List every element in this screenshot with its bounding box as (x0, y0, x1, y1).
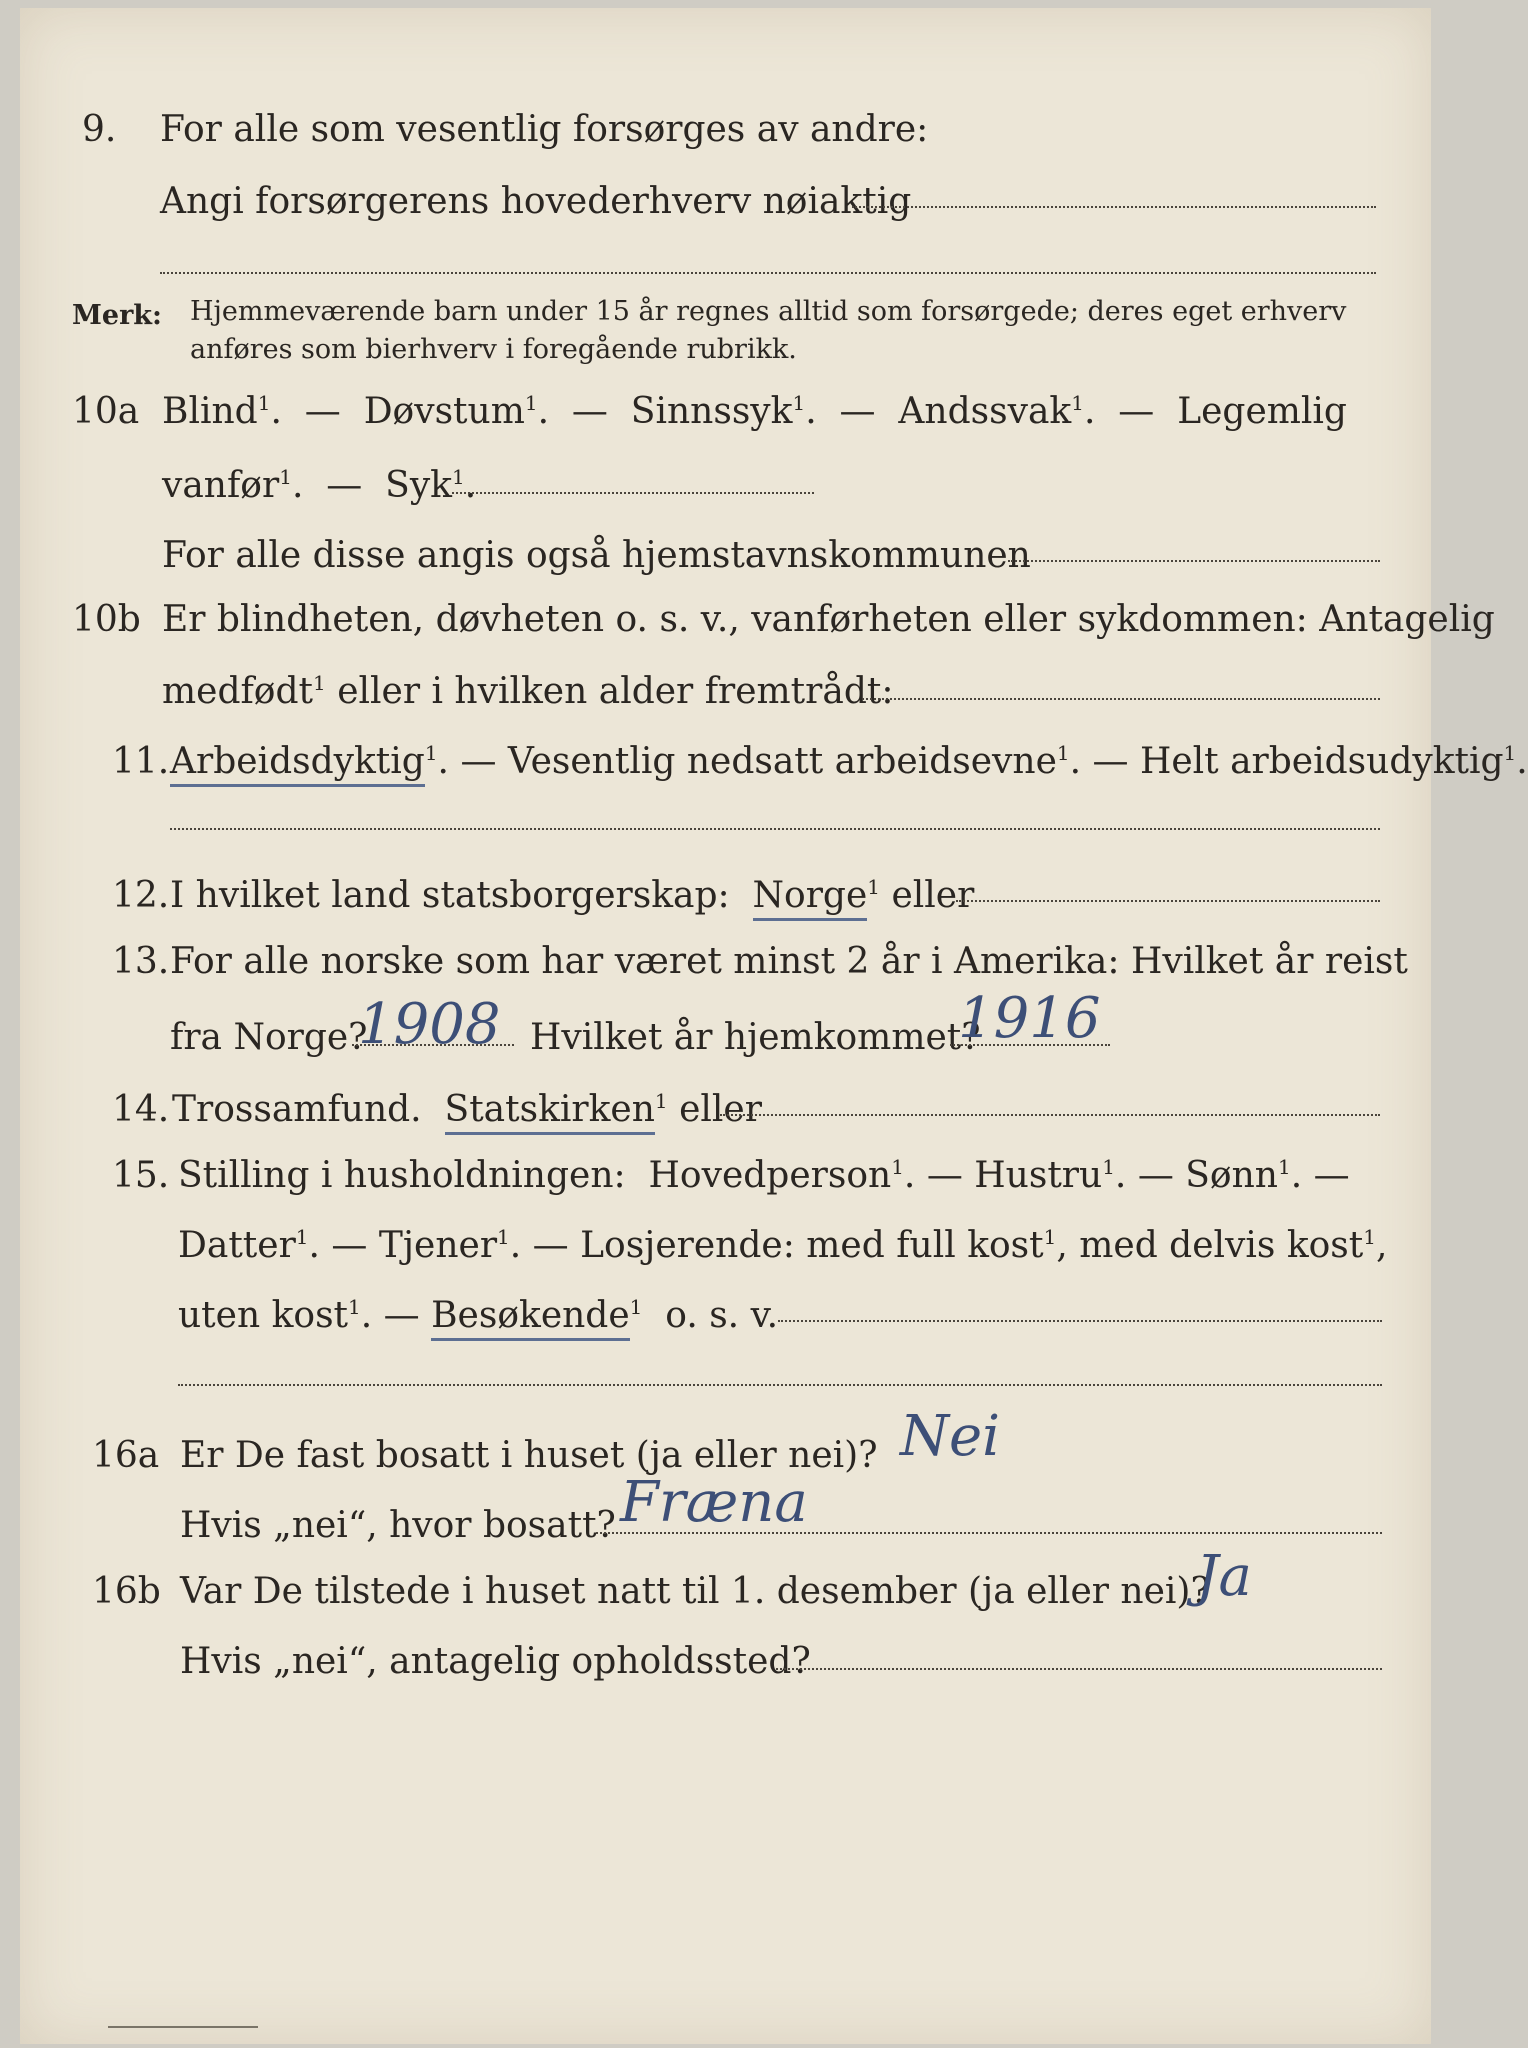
q9-number: 9. (82, 109, 117, 150)
sup: 1 (867, 875, 881, 899)
q13-reist-label: fra Norge? (170, 1017, 368, 1058)
merk-line2: anføres som bierhverv i foregående rubrikk. (190, 334, 797, 365)
q16a-bosatt-label: Hvis „nei“, hvor bosatt? (180, 1505, 616, 1546)
q11-answer-line[interactable] (170, 828, 1380, 830)
q16b-text: Var De tilstede i huset natt til 1. desember (ja eller nei)? (180, 1571, 1210, 1612)
q10a-syk-line[interactable] (452, 492, 814, 494)
sup: 1 (348, 1295, 361, 1319)
q9-hovederhverv-label: Angi forsørgerens hovederhverv nøiaktig (160, 181, 912, 222)
q15-osv: o. s. v. (665, 1295, 779, 1336)
option-uten-kost[interactable]: uten kost (178, 1295, 349, 1336)
dash: — (1313, 1155, 1350, 1196)
option-blind[interactable]: Blind (162, 391, 258, 432)
sup: 1 (257, 391, 271, 415)
q12-number: 12. (112, 875, 170, 916)
q16a-number: 16a (92, 1435, 160, 1476)
merk-line1: Hjemmeværende barn under 15 år regnes alltid som forsørgede; deres eget erhverv (190, 296, 1347, 327)
option-arbeidsdyktig[interactable]: Arbeidsdyktig (170, 741, 425, 787)
q13-text: For alle norske som har været minst 2 år i Amerika: Hvilket år reist (170, 941, 1408, 982)
dash: — (532, 1225, 569, 1266)
sup: 1 (1056, 741, 1070, 765)
q14-number: 14. (112, 1089, 170, 1130)
sup: 1 (497, 1225, 510, 1249)
option-medfodt[interactable]: medfødt (162, 671, 313, 712)
option-norge[interactable]: Norge (753, 875, 868, 921)
q16b-opholdssted-label: Hvis „nei“, antagelig opholdssted? (180, 1641, 811, 1682)
option-udyktig[interactable]: Helt arbeidsudyktig (1139, 741, 1504, 782)
sup: 1 (313, 671, 326, 695)
dash: — (383, 1295, 420, 1336)
sup: 1 (452, 465, 465, 489)
q13-number: 13. (112, 941, 170, 982)
handwritten-year-reist[interactable]: 1908 (358, 992, 501, 1057)
option-sinnssyk[interactable]: Sinnssyk (630, 391, 793, 432)
dash: — (326, 465, 363, 506)
sup: 1 (1071, 391, 1084, 415)
dash: — (1092, 741, 1129, 782)
sup: 1 (424, 741, 438, 765)
sup: 1 (891, 1155, 904, 1179)
q10b-alder-label: eller i hvilken alder fremtrådt: (337, 671, 894, 712)
q14-eller: eller (679, 1089, 762, 1130)
sup: 1 (654, 1089, 668, 1113)
option-syk[interactable]: Syk (385, 465, 452, 506)
option-losjerende: Losjerende: (580, 1225, 795, 1266)
dash: — (926, 1155, 963, 1196)
q10a-hjemstavn-label: For alle disse angis også hjemstavnskommunen (162, 535, 1031, 576)
q16a-text: Er De fast bosatt i huset (ja eller nei)? (180, 1435, 878, 1476)
handwritten-answer-ja[interactable]: Ja (1196, 1544, 1252, 1609)
q15-answer-line-2[interactable] (178, 1384, 1382, 1386)
option-statskirken[interactable]: Statskirken (445, 1089, 655, 1135)
option-hustru[interactable]: Hustru (974, 1155, 1103, 1196)
q9-text: For alle som vesentlig forsørges av andre: (160, 109, 929, 150)
q16b-opholdssted-line[interactable] (776, 1668, 1382, 1670)
q12-eller: eller (891, 875, 975, 916)
q10b-number: 10b (72, 599, 141, 640)
q11-number: 11. (112, 741, 170, 782)
handwritten-answer-nei[interactable]: Nei (900, 1404, 1001, 1469)
option-andssvak[interactable]: Andssvak (898, 391, 1072, 432)
option-tjener[interactable]: Tjener (378, 1225, 498, 1266)
q9-answer-line[interactable] (852, 206, 1376, 208)
dash: — (1118, 391, 1155, 432)
q12-text: I hvilket land statsborgerskap: (170, 875, 730, 916)
option-dovstum[interactable]: Døvstum (363, 391, 525, 432)
merk-label: Merk: (72, 300, 162, 331)
sup: 1 (1277, 1155, 1291, 1179)
option-hovedperson[interactable]: Hovedperson (648, 1155, 892, 1196)
option-nedsatt[interactable]: Vesentlig nedsatt arbeidsevne (507, 741, 1057, 782)
sup: 1 (1363, 1225, 1376, 1249)
sup: 1 (1043, 1225, 1057, 1249)
dash: — (331, 1225, 368, 1266)
dash: — (460, 741, 497, 782)
q15-text: Stilling i husholdningen: (178, 1155, 626, 1196)
option-sonn[interactable]: Sønn (1185, 1155, 1278, 1196)
q9-answer-line-2[interactable] (160, 272, 1376, 274)
sup: 1 (1503, 741, 1517, 765)
option-besokende[interactable]: Besøkende (431, 1295, 630, 1341)
dash: — (304, 391, 341, 432)
option-vanfor[interactable]: vanfør (162, 465, 280, 506)
sup: 1 (1102, 1155, 1115, 1179)
q10a-hjemstavn-line[interactable] (1008, 560, 1380, 562)
q15-number: 15. (112, 1155, 170, 1196)
q15-answer-line[interactable] (778, 1320, 1382, 1322)
dash: — (839, 391, 876, 432)
sup: 1 (524, 391, 538, 415)
sup: 1 (279, 465, 292, 489)
dash: — (571, 391, 608, 432)
q10b-text: Er blindheten, døvheten o. s. v., vanførheten eller sykdommen: Antagelig (162, 599, 1495, 640)
handwritten-answer-frana[interactable]: Fræna (620, 1470, 808, 1535)
sup: 1 (295, 1225, 309, 1249)
option-delvis-kost[interactable]: med delvis kost (1079, 1225, 1364, 1266)
option-full-kost[interactable]: med full kost (806, 1225, 1044, 1266)
q16b-number: 16b (92, 1571, 161, 1612)
sup: 1 (629, 1295, 643, 1319)
handwritten-year-hjem[interactable]: 1916 (958, 986, 1101, 1051)
q14-answer-line[interactable] (720, 1114, 1380, 1116)
q10a-number: 10a (72, 391, 140, 432)
sup: 1 (792, 391, 806, 415)
option-legemlig[interactable]: Legemlig (1177, 391, 1347, 432)
option-datter[interactable]: Datter (178, 1225, 296, 1266)
census-form-page: 9. For alle som vesentlig forsørges av andre: Angi forsørgerens hovederhverv nøiaktig Merk: Hjemmeværende barn under 15 år regnes alltid som forsørgede; deres eget erhverv anføres som bierhverv i foregående rubrikk. 10a Blind$^1$. — Døvstum$^1$. — Sinnssyk$^1$. — Andssvak$^1$. — Legemlig vanfør$^1$. — Syk$^1$. For alle disse angis også hjemstavnskommunen 10b Er blindheten, døvheten o. s. v., vanførheten eller sykdommen: Antagelig medfødt$^1$ eller i hvilken alder fremtrådt: 11. Arbeidsdyktig$^1$. — Vesentlig nedsatt arbeidsevne$^1$. — Helt arbeidsudyktig$^1$. 12. I hvilket land statsborgerskap: Norge$^1$ eller 13. For alle norske som har været minst 2 år i Amerika: Hvilket år reist fra Norge? Hvilket år hjemkommet? 1908 1916 14. Trossamfund. Statskirken$^1$ eller 15. Stilling i husholdningen: Hovedperson$^1$. — Hustru$^1$. — Sønn$^1$. — Datter$^1$. — Tjener$^1$. — Losjerende: med full kost$^1$, med delvis kost$^1$, uten kost$^1$. — Besøkende$^1$ o. s. v. 16a Er De fast bosatt i huset (ja eller nei)? Nei Hvis „nei“, hvor bosatt? Fræna 16b Var De tilstede i huset natt til 1. desember (ja eller nei)? Ja Hvis „nei“, antagelig opholdssted? (20, 8, 1431, 2044)
q14-text: Trossamfund. (172, 1089, 422, 1130)
q13-hjem-label: Hvilket år hjemkommet? (530, 1017, 981, 1058)
q12-answer-line[interactable] (956, 900, 1380, 902)
bottom-margin-line (108, 2026, 258, 2028)
dash: — (1137, 1155, 1174, 1196)
q10b-alder-line[interactable] (862, 698, 1380, 700)
